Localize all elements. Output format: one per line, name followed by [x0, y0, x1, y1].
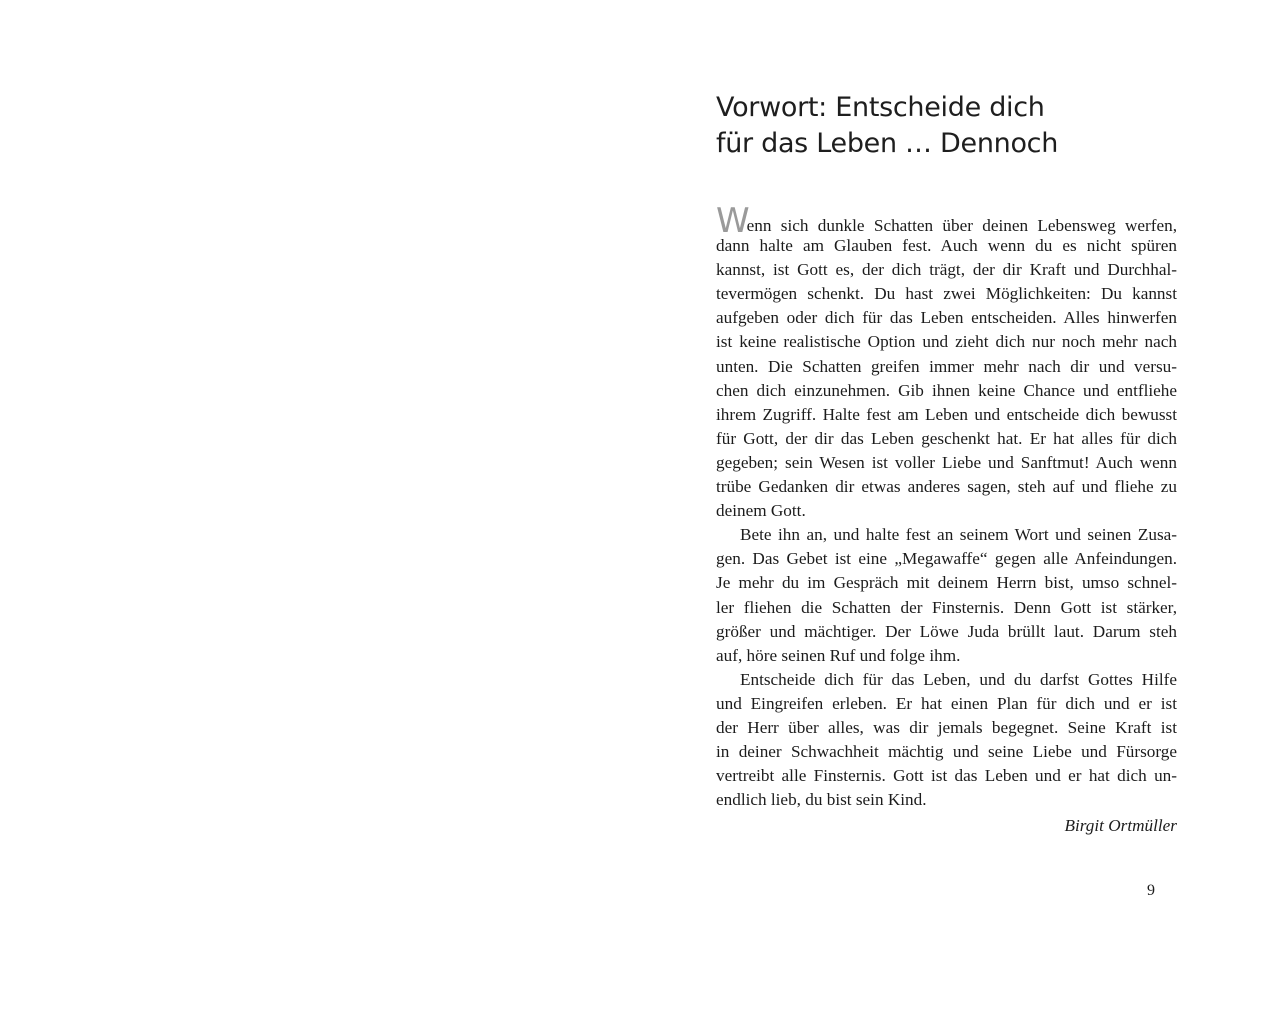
paragraph-3-line: Entscheide dich für das Leben, und du darfst Gottes Hilfe — [740, 669, 1177, 689]
right-page — [640, 0, 1280, 1019]
paragraph-1-line: tevermögen schenkt. Du hast zwei Möglichkeiten: Du kannst — [716, 284, 1177, 304]
author-signature: Birgit Ortmüller — [1064, 816, 1177, 836]
drop-cap: W — [716, 201, 747, 241]
paragraph-3-line: in deiner Schwachheit mächtig und seine Liebe und Fürsorge — [716, 742, 1177, 762]
paragraph-2 — [716, 523, 1177, 668]
paragraph-1-line: unten. Die Schatten greifen immer mehr nach dir und versu- — [716, 356, 1177, 376]
chapter-title-line-2: für das Leben … Dennoch — [716, 128, 1059, 159]
paragraph-1-line: chen dich einzunehmen. Gib ihnen keine Chance und entfliehe — [716, 380, 1177, 400]
body-text — [716, 201, 1177, 838]
paragraph-3 — [716, 668, 1177, 813]
paragraph-1-line-1 — [716, 201, 1177, 241]
paragraph-2-line: Bete ihn an, und halte fest an seinem Wort und seinen Zusa- — [740, 525, 1177, 545]
paragraph-3-line: vertreibt alle Finsternis. Gott ist das Leben und er hat dich un- — [716, 766, 1177, 786]
paragraph-1-line: trübe Gedanken dir etwas anderes sagen, steh auf und fliehe zu — [716, 477, 1177, 497]
page-number: 9 — [1147, 882, 1155, 899]
paragraph-1-line: kannst, ist Gott es, der dich trägt, der dir Kraft und Durchhal- — [716, 260, 1177, 280]
paragraph-2-line: ler fliehen die Schatten der Finsternis. Denn Gott ist stärker, — [716, 597, 1177, 617]
chapter-title — [716, 90, 1176, 162]
paragraph-2-line: auf, höre seinen Ruf und folge ihm. — [716, 645, 961, 665]
paragraph-1-line: ist keine realistische Option und zieht dich nur noch mehr nach — [716, 332, 1177, 352]
paragraph-1-line: dann halte am Glauben fest. Auch wenn du es nicht spüren — [716, 236, 1177, 256]
paragraph-2-line: Je mehr du im Gespräch mit deinem Herrn bist, umso schnel- — [716, 573, 1177, 593]
paragraph-1-line: aufgeben oder dich für das Leben entscheiden. Alles hinwerfen — [716, 308, 1177, 328]
paragraph-3-line: endlich lieb, du bist sein Kind. — [716, 790, 927, 810]
paragraph-1-line: für Gott, der dir das Leben geschenkt hat. Er hat alles für dich — [716, 428, 1177, 448]
paragraph-1-line: deinem Gott. — [716, 501, 806, 521]
paragraph-3-line: der Herr über alles, was dir jemals begegnet. Seine Kraft ist — [716, 717, 1177, 737]
paragraph-1 — [716, 201, 1177, 523]
paragraph-3-line: und Eingreifen erleben. Er hat einen Plan für dich und er ist — [716, 693, 1177, 713]
chapter-title-line-1: Vorwort: Entscheide dich — [716, 92, 1045, 123]
paragraph-2-line: größer und mächtiger. Der Löwe Juda brüllt laut. Darum steh — [716, 621, 1177, 641]
paragraph-2-line: gen. Das Gebet ist eine „Megawaffe“ gegen alle Anfeindungen. — [716, 549, 1177, 569]
paragraph-1-line: ihrem Zugriff. Halte fest am Leben und entscheide dich bewusst — [716, 404, 1177, 424]
paragraph-1-line-1-text: enn sich dunkle Schatten über deinen Lebensweg werfen, — [746, 216, 1177, 235]
paragraph-1-line: gegeben; sein Wesen ist voller Liebe und Sanftmut! Auch wenn — [716, 452, 1177, 472]
